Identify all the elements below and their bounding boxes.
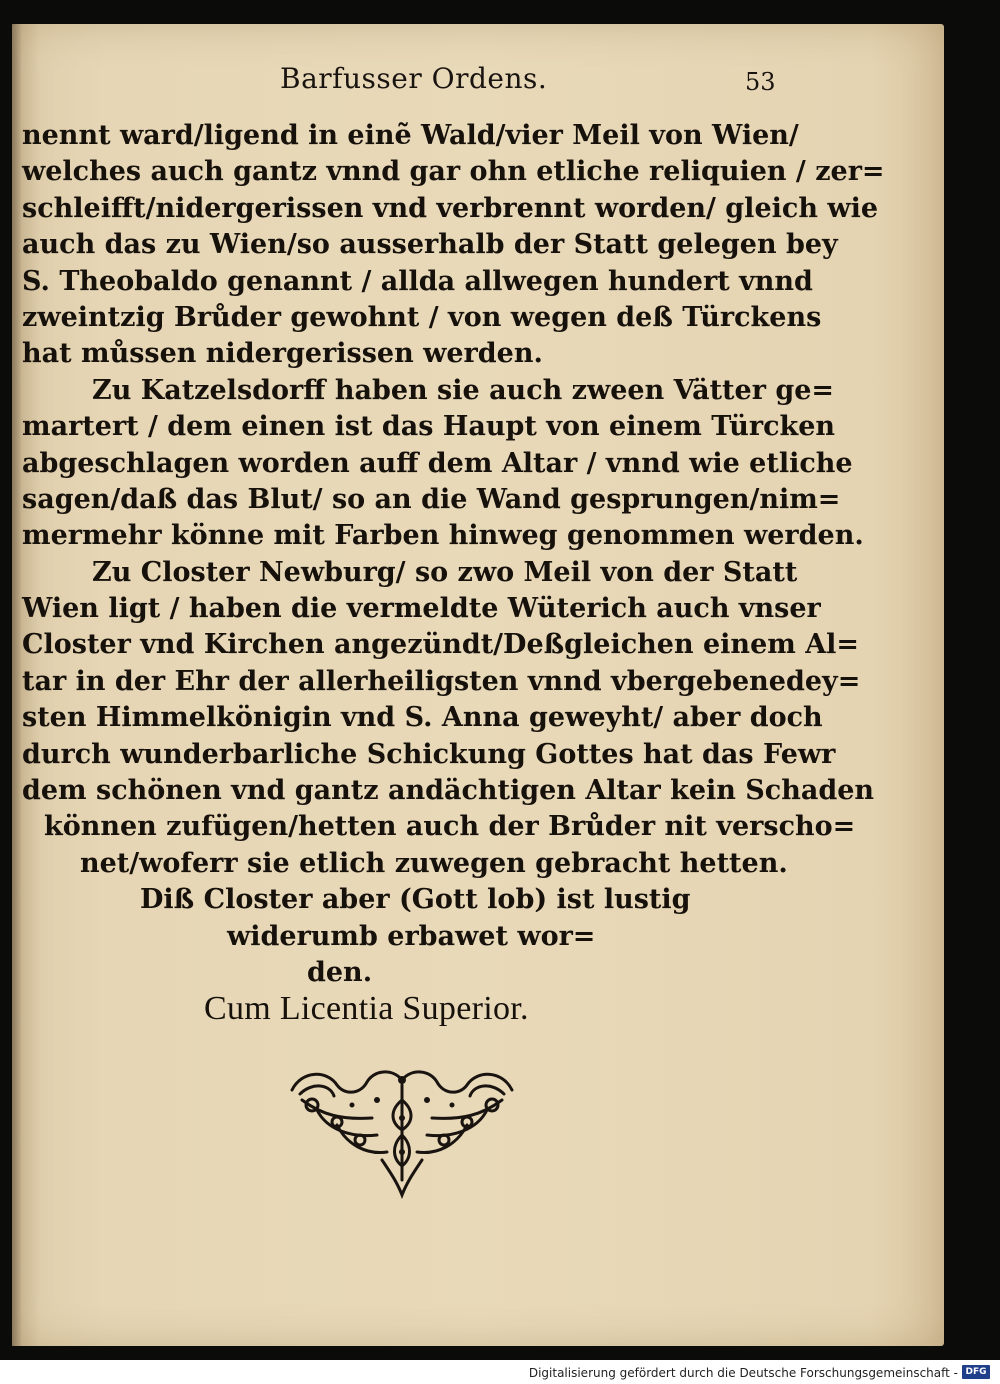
text-line: mermehr könne mit Farben hinweg genommen werden. — [22, 520, 864, 552]
dfg-logo: DFG — [962, 1365, 990, 1379]
text-line: welches auch gantz vnnd gar ohn etliche reliquien / zer= — [22, 156, 885, 188]
closing-line: widerumb erbawet wor= — [227, 920, 596, 952]
closing-line: den. — [307, 956, 373, 988]
fleuron-ornament-icon — [282, 1060, 522, 1200]
page-gutter — [12, 24, 22, 1346]
running-head: Barfusser Ordens. — [280, 62, 548, 95]
text-line: S. Theobaldo genannt / allda allwegen hundert vnnd — [22, 265, 813, 297]
closing-line: Diß Closter aber (Gott lob) ist lustig — [140, 884, 691, 916]
funding-credit: Digitalisierung gefördert durch die Deutsche Forschungsgemeinschaft - — [528, 1366, 958, 1380]
text-line: dem schönen vnd gantz andächtigen Altar kein Schaden — [22, 775, 875, 807]
text-line: hat můssen nidergerissen werden. — [22, 338, 543, 370]
text-line: Wien ligt / haben die vermeldte Wüterich auch vnser — [22, 593, 821, 625]
text-line: zweintzig Brůder gewohnt / von wegen deß Türckens — [22, 301, 822, 333]
body-text — [22, 118, 885, 991]
text-line: sagen/daß das Blut/ so an die Wand gesprungen/nim= — [22, 483, 841, 515]
text-line: net/woferr sie etlich zuwegen gebracht hetten. — [80, 847, 788, 879]
license-imprint: Cum Licentia Superior. — [204, 990, 529, 1027]
text-line: durch wunderbarliche Schickung Gottes hat das Fewr — [22, 738, 836, 770]
paragraph-start-line: Zu Closter Newburg/ so zwo Meil von der Statt — [92, 556, 798, 588]
text-line: schleifft/nidergerissen vnd verbrennt worden/ gleich wie — [22, 192, 879, 224]
paragraph-start-line: Zu Katzelsdorff haben sie auch zween Vätter ge= — [92, 374, 835, 406]
text-line: tar in der Ehr der allerheiligsten vnnd vbergebenedey= — [22, 665, 861, 697]
text-line: Closter vnd Kirchen angezündt/Deßgleichen einem Al= — [22, 629, 860, 661]
text-line: nennt ward/ligend in einẽ Wald/vier Meil von Wien/ — [22, 120, 799, 151]
page-number: 53 — [745, 68, 776, 96]
text-line: sten Himmelkönigin vnd S. Anna geweyht/ aber doch — [22, 702, 823, 734]
text-line: abgeschlagen worden auff dem Altar / vnnd wie etliche — [22, 447, 853, 479]
text-line: martert / dem einen ist das Haupt von einem Türcken — [22, 411, 836, 443]
text-line: auch das zu Wien/so ausserhalb der Statt gelegen bey — [22, 229, 838, 261]
text-line: können zufügen/hetten auch der Brůder nit verscho= — [44, 811, 856, 843]
